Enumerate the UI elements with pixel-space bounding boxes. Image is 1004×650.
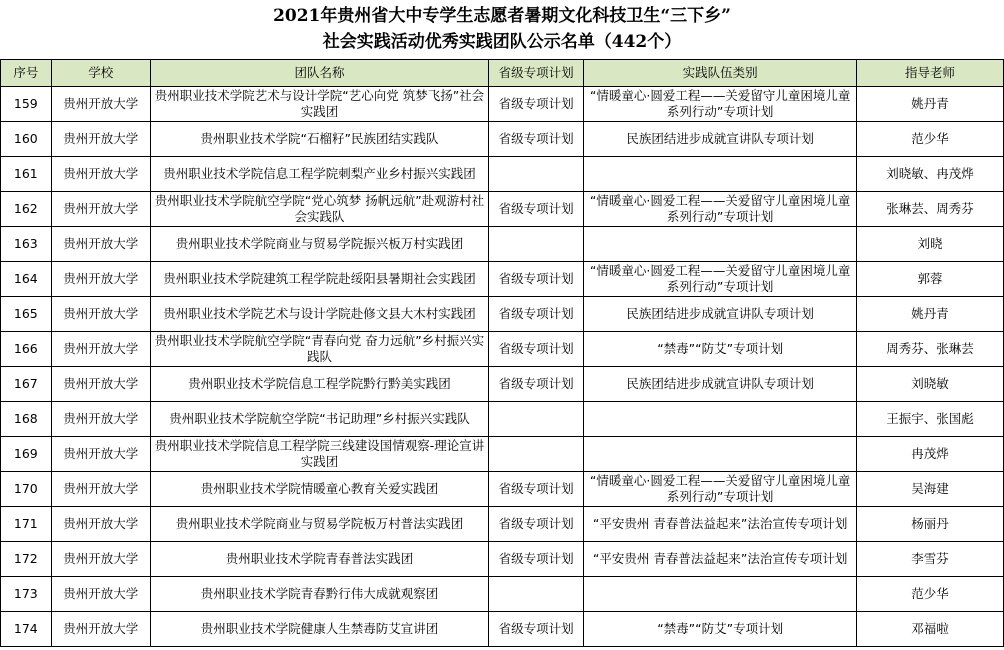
category-cell: “平安贵州 青春普法益起来”法治宣传专项计划 xyxy=(584,542,857,577)
school-cell: 贵州开放大学 xyxy=(51,612,150,647)
category-cell: “情暖童心·圆爱工程——关爱留守儿童困境儿童系列行动”专项计划 xyxy=(584,87,857,122)
column-header-team: 团队名称 xyxy=(150,60,488,87)
plan-cell: 省级专项计划 xyxy=(489,367,584,402)
column-header-category: 实践队伍类别 xyxy=(584,60,857,87)
team-name-cell: 贵州职业技术学院健康人生禁毒防艾宣讲团 xyxy=(150,612,488,647)
teacher-cell: 姚丹青 xyxy=(857,297,1004,332)
teacher-cell: 邓福啦 xyxy=(857,612,1004,647)
school-cell: 贵州开放大学 xyxy=(51,227,150,262)
team-name-cell: 贵州职业技术学院信息工程学院刺梨产业乡村振兴实践团 xyxy=(150,157,488,192)
teacher-cell: 范少华 xyxy=(857,122,1004,157)
school-cell: 贵州开放大学 xyxy=(51,157,150,192)
team-name-cell: 贵州职业技术学院信息工程学院三线建设国情观察-理论宣讲实践团 xyxy=(150,437,488,472)
teacher-cell: 范少华 xyxy=(857,577,1004,612)
team-name-cell: 贵州职业技术学院航空学院“书记助理”乡村振兴实践队 xyxy=(150,402,488,437)
school-cell: 贵州开放大学 xyxy=(51,297,150,332)
category-cell: “情暖童心·圆爱工程——关爱留守儿童困境儿童系列行动”专项计划 xyxy=(584,472,857,507)
teacher-cell: 杨丽丹 xyxy=(857,507,1004,542)
school-cell: 贵州开放大学 xyxy=(51,402,150,437)
teacher-cell: 周秀芬、张琳芸 xyxy=(857,332,1004,367)
category-cell: 民族团结进步成就宣讲队专项计划 xyxy=(584,297,857,332)
plan-cell xyxy=(489,437,584,472)
team-name-cell: 贵州职业技术学院商业与贸易学院板万村普法实践团 xyxy=(150,507,488,542)
row-number: 159 xyxy=(1,87,52,122)
school-cell: 贵州开放大学 xyxy=(51,192,150,227)
table-row xyxy=(1,332,1004,367)
teacher-cell: 刘晓敏 xyxy=(857,367,1004,402)
team-name-cell: 贵州职业技术学院商业与贸易学院振兴板万村实践团 xyxy=(150,227,488,262)
plan-cell xyxy=(489,402,584,437)
table-row xyxy=(1,262,1004,297)
plan-cell: 省级专项计划 xyxy=(489,122,584,157)
team-name-cell: 贵州职业技术学院艺术与设计学院“艺心向党 筑梦飞扬”社会实践团 xyxy=(150,87,488,122)
table-row xyxy=(1,367,1004,402)
teacher-cell: 吴海建 xyxy=(857,472,1004,507)
category-cell: 民族团结进步成就宣讲队专项计划 xyxy=(584,367,857,402)
table-body xyxy=(1,87,1004,647)
row-number: 162 xyxy=(1,192,52,227)
team-name-cell: 贵州职业技术学院航空学院“青春向党 奋力远航”乡村振兴实践队 xyxy=(150,332,488,367)
table-row xyxy=(1,577,1004,612)
column-header-teacher: 指导老师 xyxy=(857,60,1004,87)
teacher-cell: 王振宇、张国彪 xyxy=(857,402,1004,437)
table-row xyxy=(1,402,1004,437)
category-cell: “禁毒”“防艾”专项计划 xyxy=(584,612,857,647)
column-header-no: 序号 xyxy=(1,60,52,87)
school-cell: 贵州开放大学 xyxy=(51,577,150,612)
table-row xyxy=(1,507,1004,542)
team-name-cell: 贵州职业技术学院青春普法实践团 xyxy=(150,542,488,577)
row-number: 169 xyxy=(1,437,52,472)
row-number: 165 xyxy=(1,297,52,332)
team-name-cell: 贵州职业技术学院艺术与设计学院赴修文县大木村实践团 xyxy=(150,297,488,332)
teacher-cell: 郭蓉 xyxy=(857,262,1004,297)
row-number: 172 xyxy=(1,542,52,577)
school-cell: 贵州开放大学 xyxy=(51,262,150,297)
team-name-cell: 贵州职业技术学院青春黔行伟大成就观察团 xyxy=(150,577,488,612)
school-cell: 贵州开放大学 xyxy=(51,507,150,542)
category-cell xyxy=(584,402,857,437)
plan-cell: 省级专项计划 xyxy=(489,87,584,122)
table-row xyxy=(1,542,1004,577)
table-row xyxy=(1,122,1004,157)
school-cell: 贵州开放大学 xyxy=(51,367,150,402)
row-number: 167 xyxy=(1,367,52,402)
table-row xyxy=(1,472,1004,507)
teacher-cell: 姚丹青 xyxy=(857,87,1004,122)
school-cell: 贵州开放大学 xyxy=(51,472,150,507)
school-cell: 贵州开放大学 xyxy=(51,332,150,367)
document-title xyxy=(0,0,1004,59)
row-number: 164 xyxy=(1,262,52,297)
table-row xyxy=(1,227,1004,262)
teacher-cell: 张琳芸、周秀芬 xyxy=(857,192,1004,227)
plan-cell xyxy=(489,227,584,262)
teacher-cell: 李雪芬 xyxy=(857,542,1004,577)
row-number: 161 xyxy=(1,157,52,192)
row-number: 173 xyxy=(1,577,52,612)
row-number: 170 xyxy=(1,472,52,507)
team-name-cell: 贵州职业技术学院信息工程学院黔行黔美实践团 xyxy=(150,367,488,402)
plan-cell: 省级专项计划 xyxy=(489,542,584,577)
school-cell: 贵州开放大学 xyxy=(51,122,150,157)
plan-cell: 省级专项计划 xyxy=(489,507,584,542)
row-number: 174 xyxy=(1,612,52,647)
title-line-1: 2021年贵州省大中专学生志愿者暑期文化科技卫生“三下乡” xyxy=(273,6,731,26)
plan-cell xyxy=(489,157,584,192)
category-cell: “情暖童心·圆爱工程——关爱留守儿童困境儿童系列行动”专项计划 xyxy=(584,262,857,297)
teacher-cell: 冉茂烨 xyxy=(857,437,1004,472)
category-cell: “禁毒”“防艾”专项计划 xyxy=(584,332,857,367)
table-row xyxy=(1,437,1004,472)
school-cell: 贵州开放大学 xyxy=(51,87,150,122)
category-cell xyxy=(584,157,857,192)
row-number: 166 xyxy=(1,332,52,367)
plan-cell: 省级专项计划 xyxy=(489,262,584,297)
team-name-cell: 贵州职业技术学院“石榴籽”民族团结实践队 xyxy=(150,122,488,157)
category-cell xyxy=(584,227,857,262)
plan-cell: 省级专项计划 xyxy=(489,472,584,507)
table-row xyxy=(1,192,1004,227)
title-line-2: 社会实践活动优秀实践团队公示名单（442个） xyxy=(322,32,682,52)
column-header-school: 学校 xyxy=(51,60,150,87)
plan-cell: 省级专项计划 xyxy=(489,332,584,367)
team-list-table xyxy=(0,59,1004,647)
column-header-plan: 省级专项计划 xyxy=(489,60,584,87)
teacher-cell: 刘晓 xyxy=(857,227,1004,262)
teacher-cell: 刘晓敏、冉茂烨 xyxy=(857,157,1004,192)
category-cell: 民族团结进步成就宣讲队专项计划 xyxy=(584,122,857,157)
category-cell: “情暖童心·圆爱工程——关爱留守儿童困境儿童系列行动”专项计划 xyxy=(584,192,857,227)
row-number: 163 xyxy=(1,227,52,262)
school-cell: 贵州开放大学 xyxy=(51,437,150,472)
team-name-cell: 贵州职业技术学院情暖童心教育关爱实践团 xyxy=(150,472,488,507)
row-number: 171 xyxy=(1,507,52,542)
plan-cell xyxy=(489,577,584,612)
team-name-cell: 贵州职业技术学院建筑工程学院赴绥阳县暑期社会实践团 xyxy=(150,262,488,297)
row-number: 160 xyxy=(1,122,52,157)
category-cell xyxy=(584,437,857,472)
school-cell: 贵州开放大学 xyxy=(51,542,150,577)
table-row xyxy=(1,297,1004,332)
plan-cell: 省级专项计划 xyxy=(489,297,584,332)
team-name-cell: 贵州职业技术学院航空学院“党心筑梦 扬帆远航”赴观游村社会实践队 xyxy=(150,192,488,227)
plan-cell: 省级专项计划 xyxy=(489,192,584,227)
header-row xyxy=(1,60,1004,87)
category-cell: “平安贵州 青春普法益起来”法治宣传专项计划 xyxy=(584,507,857,542)
table-row xyxy=(1,87,1004,122)
table-row xyxy=(1,612,1004,647)
plan-cell: 省级专项计划 xyxy=(489,612,584,647)
table-row xyxy=(1,157,1004,192)
row-number: 168 xyxy=(1,402,52,437)
category-cell xyxy=(584,577,857,612)
